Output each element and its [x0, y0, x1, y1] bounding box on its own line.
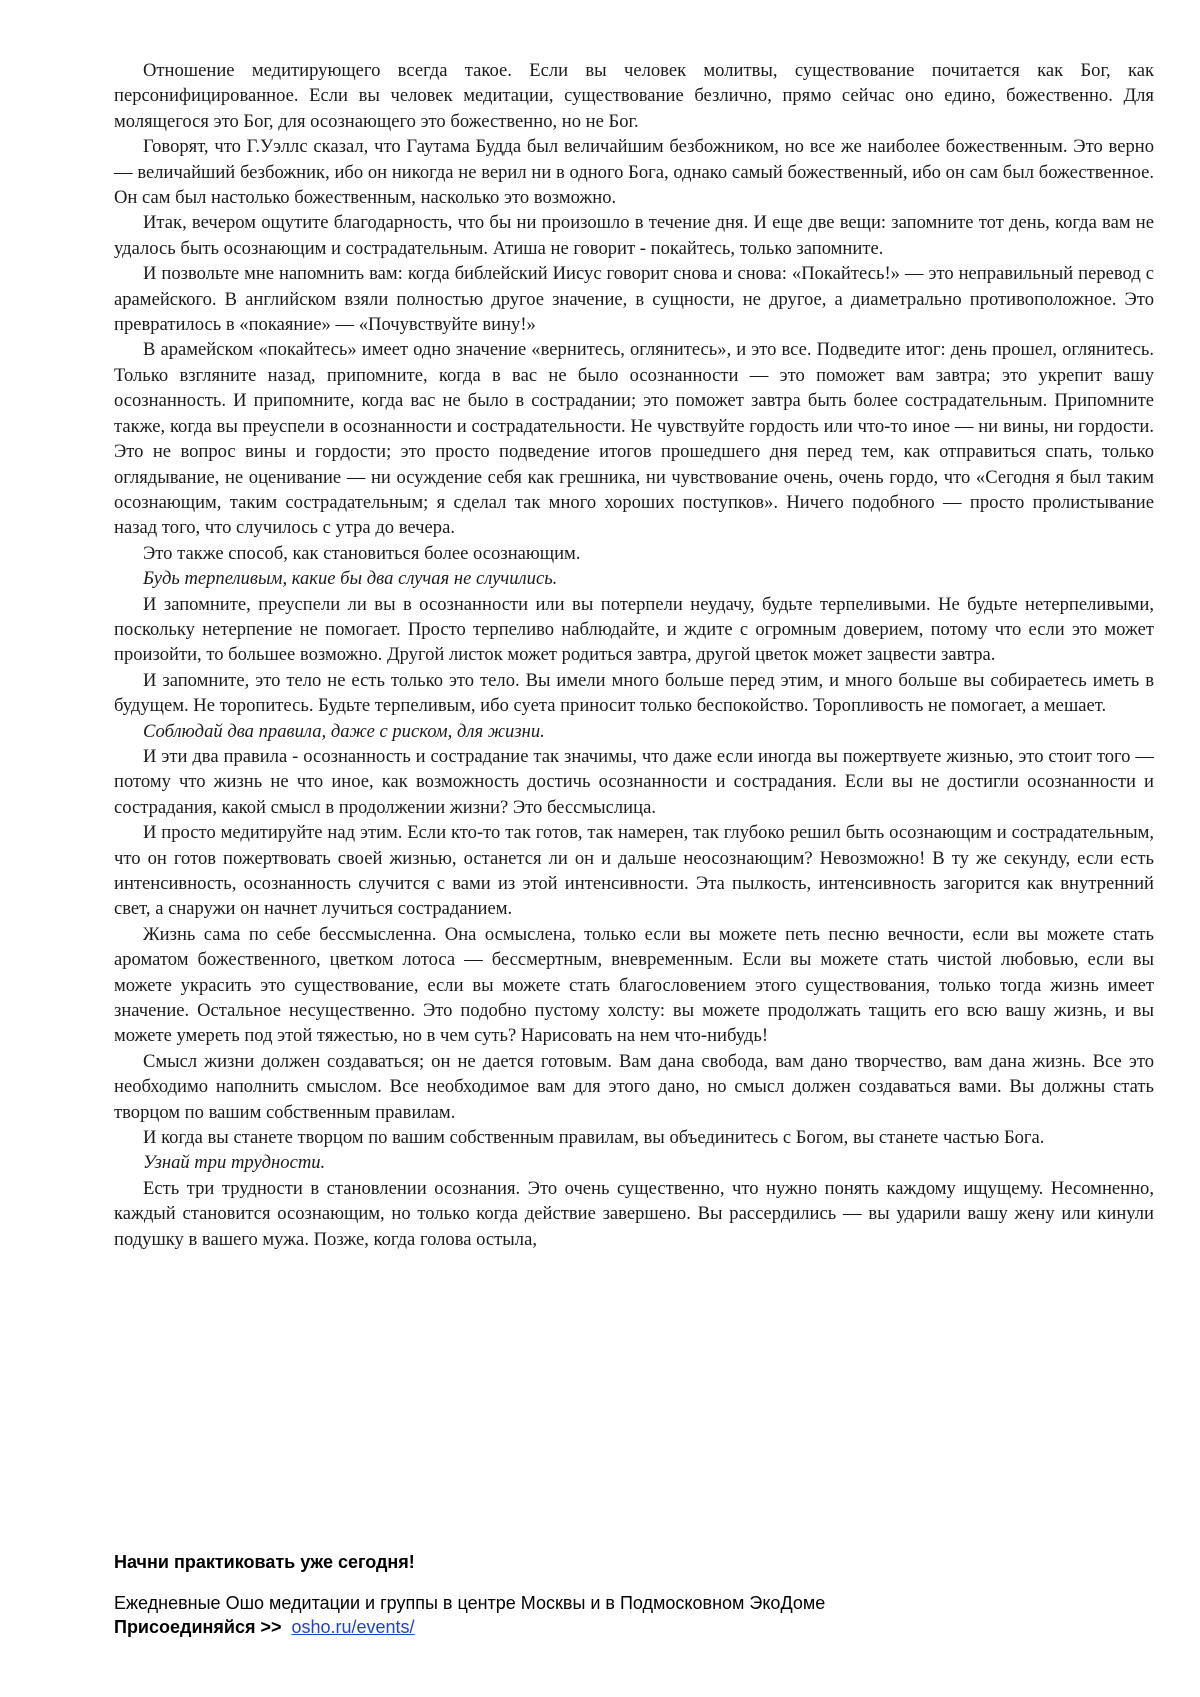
footer-join-line	[114, 1615, 1154, 1639]
paragraph-2: Говорят, что Г.Уэллс сказал, что Гаутама Будда был величайшим безбожником, но все же наиболее божественным. Это верно — величайший безбожник, ибо он никогда не верил ни в одного Бога, однако самый божественный, ибо он сам был божественное. Он сам был настолько божественным, насколько это возможно.	[114, 136, 1154, 209]
paragraph-15: И когда вы станете творцом по вашим собственным правилам, вы объединитесь с Богом, вы станете частью Бога.	[143, 1127, 1045, 1149]
events-link[interactable]: osho.ru/events/	[291, 1617, 415, 1637]
maxim-be-patient: Будь терпеливым, какие бы два случая не случились.	[143, 568, 558, 590]
paragraph-14: Смысл жизни должен создаваться; он не дается готовым. Вам дана свобода, вам дано творчество, вам дана жизнь. Все это необходимо наполнить смыслом. Все необходимое вам для этого дано, но смысл должен создаваться вами. Вы должны стать творцом по вашим собственным правилам.	[114, 1050, 1154, 1123]
footer-description: Ежедневные Ошо медитации и группы в центре Москвы и в Подмосковном ЭкоДоме	[114, 1593, 826, 1613]
paragraph-8: И запомните, преуспели ли вы в осознанности или вы потерпели неудачу, будьте терпеливыми. Не будьте нетерпеливыми, поскольку нетерпение не помогает. Просто терпеливо наблюдайте, и ждите с огромным доверием, потому что если это может произойти, то большее возможно. Другой листок может родиться завтра, другой цветок может зацвести завтра.	[114, 593, 1154, 666]
footer-heading: Начни практиковать уже сегодня!	[114, 1552, 415, 1572]
paragraph-5: В арамейском «покайтесь» имеет одно значение «вернитесь, оглянитесь», и это все. Подведите итог: день прошел, оглянитесь. Только взгляните назад, припомните, когда в вас не было осознанности — это поможет вам завтра; это укрепит вашу осознанность. И припомните, когда вас не было в сострадании; это поможет завтра быть более сострадательным. Припомните также, когда вы преуспели в осознанности и сострадательности. Не чувствуйте гордость или что-то иное — ни вины, ни гордости. Это не вопрос вины и гордости; это просто подведение итогов прошедшего дня перед тем, как отправиться спать, только оглядывание, не оценивание — ни осуждение себя как грешника, ни чувствование очень, очень гордо, что «Сегодня я был таким осознающим, таким сострадательным; я сделал так много хороших поступков». Ничего подобного — просто пролистывание назад того, что случилось с утра до вечера.	[114, 339, 1154, 539]
paragraph-12: И просто медитируйте над этим. Если кто-то так готов, так намерен, так глубоко решил быть осознающим и сострадательным, что он готов пожертвовать своей жизнью, останется ли он и дальше неосознающим? Невозможно! В ту же секунду, если есть интенсивность, осознанность случится с вами из этой интенсивности. Эта пылкость, интенсивность загорится как внутренний свет, а снаружи он начнет лучиться состраданием.	[114, 822, 1154, 920]
article-body	[114, 58, 1154, 1252]
paragraph-17: Есть три трудности в становлении осознания. Это очень существенно, что нужно понять каждому ищущему. Несомненно, каждый становится осознающим, но только когда действие завершено. Вы рассердились — вы ударили вашу жену или кинули подушку в вашего мужа. Позже, когда голова остыла,	[114, 1177, 1154, 1250]
maxim-three-difficulties: Узнай три трудности.	[143, 1152, 326, 1174]
maxim-two-rules: Соблюдай два правила, даже с риском, для жизни.	[143, 720, 545, 742]
paragraph-3: Итак, вечером ощутите благодарность, что бы ни произошло в течение дня. И еще две вещи: запомните тот день, когда вам не удалось быть осознающим и сострадательным. Атиша не говорит - покайтесь, только запомните.	[114, 212, 1154, 259]
paragraph-9: И запомните, это тело не есть только это тело. Вы имели много больше перед этим, и много больше вы собираетесь иметь в будущем. Не торопитесь. Будьте терпеливым, ибо суета приносит только беспокойство. Торопливость не помогает, а мешает.	[114, 669, 1154, 717]
paragraph-4: И позвольте мне напомнить вам: когда библейский Иисус говорит снова и снова: «Покайтесь!» — это неправильный перевод с арамейского. В английском взяли полностью другое значение, в сущности, не другое, а диаметрально противоположное. Это превратилось в «покаяние» — «Почувствуйте вину!»	[114, 263, 1154, 336]
join-label: Присоединяйся >>	[114, 1617, 282, 1637]
paragraph-6: Это также способ, как становиться более осознающим.	[143, 542, 581, 564]
paragraph-11: И эти два правила - осознанность и сострадание так значимы, что даже если иногда вы пожертвуете жизнью, это стоит того — потому что жизнь не что иное, как возможность достичь осознанности и сострадания. Если вы не достигли осознанности и сострадания, какой смысл в продолжении жизни? Это бессмыслица.	[114, 745, 1154, 818]
paragraph-1: Отношение медитирующего всегда такое. Если вы человек молитвы, существование почитается как Бог, как персонифицированное. Если вы человек медитации, существование безлично, прямо сейчас оно едино, божественно. Для молящегося это Бог, для осознающего это божественно, но не Бог.	[114, 60, 1154, 132]
promo-footer	[114, 1550, 1154, 1639]
paragraph-13: Жизнь сама по себе бессмысленна. Она осмыслена, только если вы можете петь песню вечности, если вы можете стать ароматом божественного, цветком лотоса — бессмертным, вневременным. Если вы можете стать чистой любовью, если вы можете украсить это существование, если вы можете стать благословением этого существования, только тогда жизнь имеет значение. Остальное несущественно. Это подобно пустому холсту: вы можете продолжать тащить его всю вашу жизнь, и вы можете умереть под этой тяжестью, но в чем суть? Нарисовать на нем что-нибудь!	[114, 923, 1154, 1047]
